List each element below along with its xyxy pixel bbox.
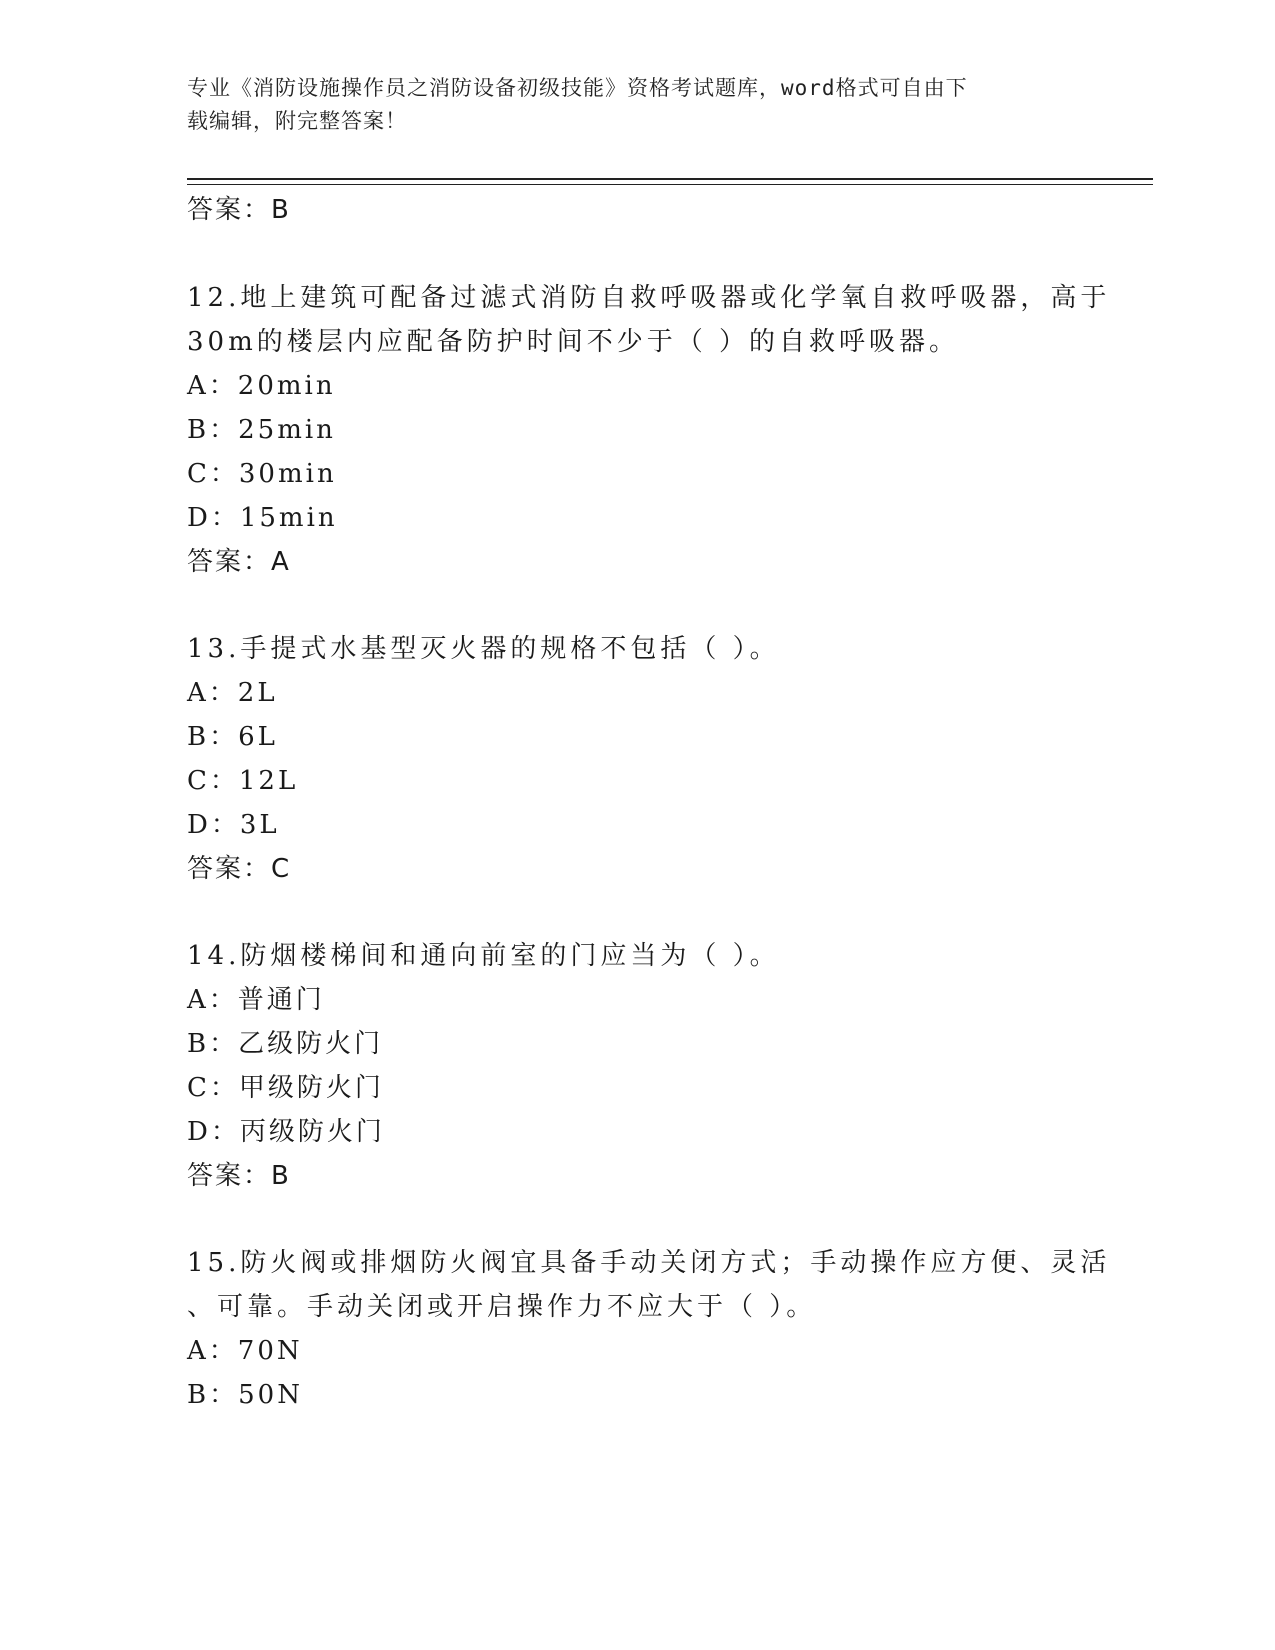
question-14-option-d: D：丙级防火门 xyxy=(187,1117,385,1147)
question-13-option-c: C：12L xyxy=(187,766,299,796)
header-rule-thick xyxy=(187,178,1153,180)
question-14-text: 14.防烟楼梯间和通向前室的门应当为（ ）。 xyxy=(187,941,780,971)
question-14-option-b: B：乙级防火门 xyxy=(187,1029,384,1059)
question-14-option-a: A：普通门 xyxy=(187,985,325,1015)
question-15-text-line-2: 、可靠。手动关闭或开启操作力不应大于（ ）。 xyxy=(187,1292,817,1322)
answer-previous: 答案：B xyxy=(187,195,291,225)
header-rule-thin xyxy=(187,184,1153,185)
header-line-2: 载编辑，附完整答案！ xyxy=(187,109,407,133)
question-12-option-a: A：20min xyxy=(187,371,336,401)
question-15-option-a: A：70N xyxy=(187,1336,303,1366)
question-13-option-d: D：3L xyxy=(187,810,280,840)
question-13-text: 13.手提式水基型灭火器的规格不包括（ ）。 xyxy=(187,634,780,664)
question-14-option-c: C：甲级防火门 xyxy=(187,1073,384,1103)
question-12-answer: 答案：A xyxy=(187,547,291,577)
question-12-option-d: D：15min xyxy=(187,503,338,533)
question-12-text-line-2: 30m的楼层内应配备防护时间不少于（ ）的自救呼吸器。 xyxy=(187,327,960,357)
question-12-option-c: C：30min xyxy=(187,459,337,489)
question-14-answer: 答案：B xyxy=(187,1161,291,1191)
question-12-option-b: B：25min xyxy=(187,415,336,445)
question-15-text-line-1: 15.防火阀或排烟防火阀宜具备手动关闭方式；手动操作应方便、灵活 xyxy=(187,1248,1111,1278)
question-12-text-line-1: 12.地上建筑可配备过滤式消防自救呼吸器或化学氧自救呼吸器，高于 xyxy=(187,283,1111,313)
page-header xyxy=(187,72,1067,138)
question-13-answer: 答案：C xyxy=(187,854,292,884)
question-13-option-b: B：6L xyxy=(187,722,278,752)
question-13-option-a: A：2L xyxy=(187,678,278,708)
question-15-option-b: B：50N xyxy=(187,1380,303,1410)
header-line-1: 专业《消防设施操作员之消防设备初级技能》资格考试题库，word格式可自由下 xyxy=(187,76,968,100)
